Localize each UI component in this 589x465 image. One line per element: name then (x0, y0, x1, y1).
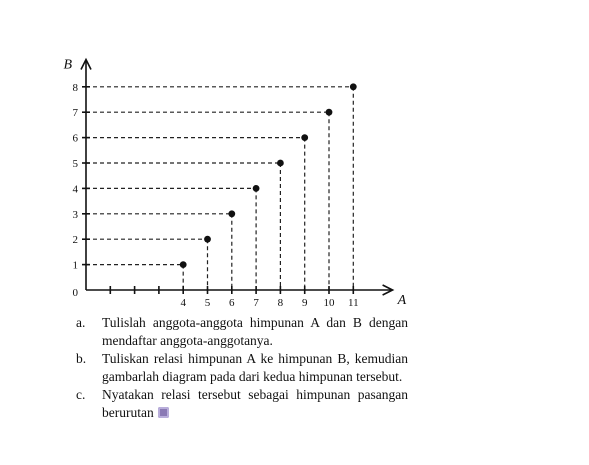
question-a-letter: a. (76, 315, 86, 330)
x-tick-label: 8 (277, 297, 284, 309)
origin-label: 0 (72, 287, 78, 299)
data-point (253, 185, 260, 192)
x-tick-label: 11 (348, 297, 359, 309)
data-point (204, 236, 211, 243)
x-tick-label: 10 (323, 297, 335, 309)
y-axis-label: B (63, 57, 72, 73)
question-b-text: Tuliskan relasi himpunan A ke himpunan B, kemudian gambarlah diagram pada dari kedua himpunan tersebut. (102, 351, 408, 384)
data-point (228, 210, 235, 217)
question-c-text (102, 386, 408, 422)
y-tick-label: 4 (72, 183, 78, 196)
question-a-text: Tulislah anggota-anggota himpunan A dan B dengan mendaftar anggota-anggotanya. (102, 315, 408, 348)
y-tick-label: 2 (72, 234, 78, 247)
y-tick-label: 1 (72, 259, 78, 272)
x-tick-label: 4 (180, 297, 186, 309)
data-point (277, 160, 284, 167)
y-tick-label: 6 (72, 132, 78, 145)
x-tick-label: 9 (301, 297, 308, 309)
y-tick-label: 7 (72, 107, 78, 120)
y-tick-label: 8 (72, 81, 78, 94)
data-point (350, 83, 357, 90)
end-of-section-square-icon (158, 407, 169, 418)
y-tick-label: 5 (72, 158, 78, 170)
x-tick-label: 6 (229, 297, 235, 309)
x-axis-label: A (397, 293, 407, 308)
question-c (76, 386, 408, 422)
data-point (326, 109, 333, 116)
data-point (301, 134, 308, 141)
question-b-letter: b. (76, 351, 87, 366)
exercise-questions (76, 314, 408, 422)
x-tick-label: 7 (253, 297, 259, 309)
x-tick-label: 5 (204, 297, 211, 309)
data-point (180, 261, 187, 268)
y-tick-label: 3 (72, 208, 78, 221)
question-c-letter: c. (76, 387, 86, 402)
question-b (76, 350, 408, 386)
question-c-body: Nyatakan relasi tersebut sebagai himpunan pasangan berurutan (102, 387, 408, 420)
question-a (76, 314, 408, 350)
